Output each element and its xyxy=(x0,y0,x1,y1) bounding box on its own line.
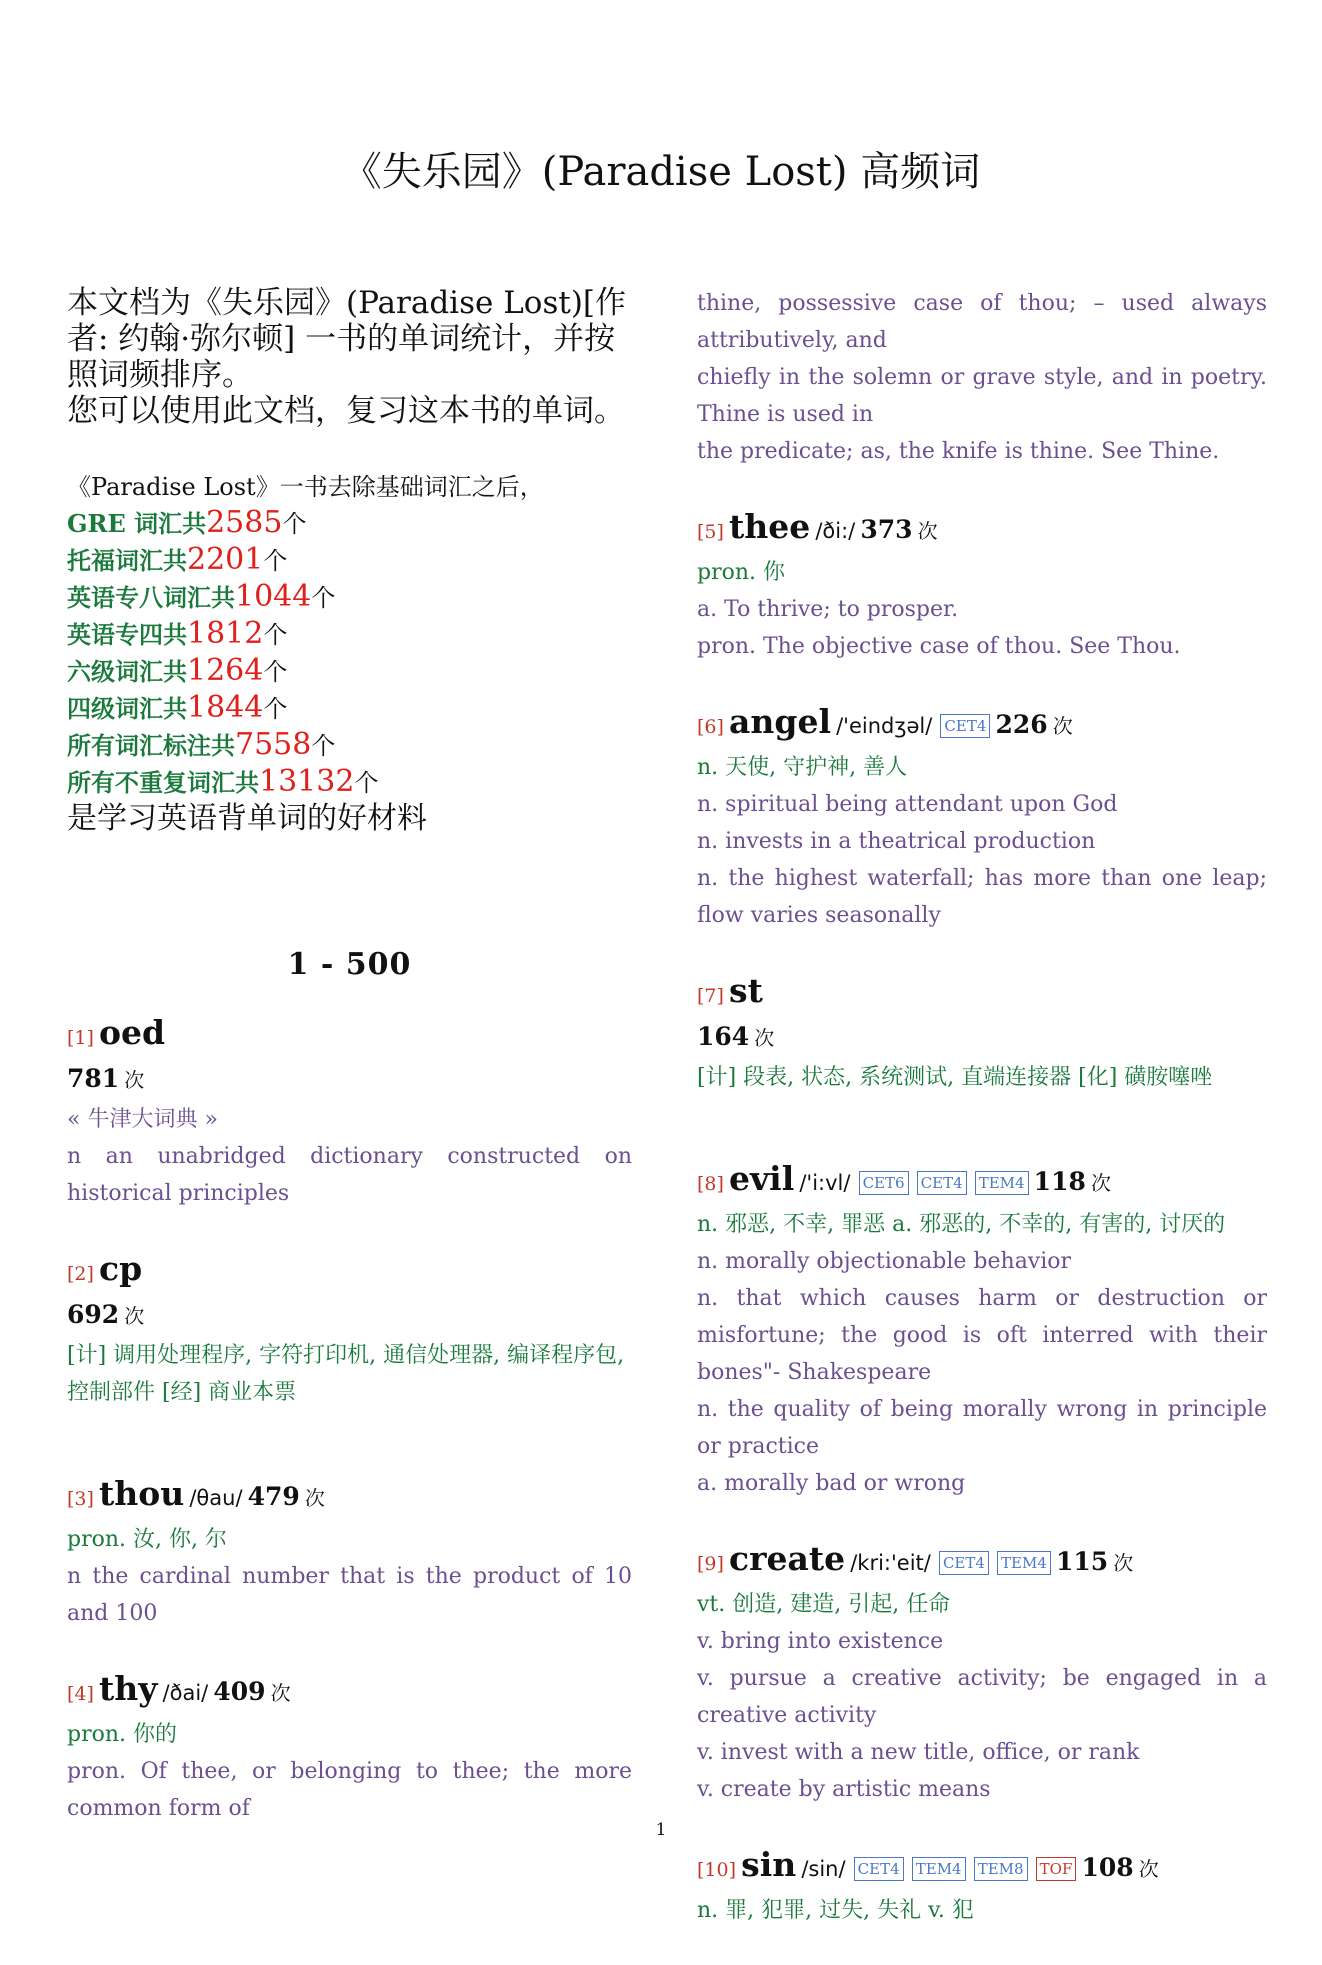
frequency-count: 409 xyxy=(213,1677,266,1706)
frequency-unit: 次 xyxy=(917,519,938,543)
frequency-count: 118 xyxy=(1033,1167,1086,1196)
stats-label: 所有不重复词汇共 xyxy=(67,768,259,797)
phonetic: /'i:vl/ xyxy=(799,1171,851,1195)
frequency-unit: 次 xyxy=(1113,1551,1134,1575)
entry-head xyxy=(67,1012,632,1060)
word-entry-thy-continued xyxy=(697,285,1267,470)
translation: pron. 你的 xyxy=(67,1722,178,1747)
entry-head xyxy=(697,701,1267,749)
level-badge: TEM4 xyxy=(997,1551,1051,1575)
entry-index: [7] xyxy=(697,985,724,1007)
frequency xyxy=(67,1296,632,1337)
definition: n. spiritual being attendant upon God xyxy=(697,792,1118,817)
stats-unit: 个 xyxy=(282,510,307,538)
definition: v. create by artistic means xyxy=(697,1777,991,1802)
frequency xyxy=(697,1018,1267,1059)
definition-continued: chiefly in the solemn or grave style, and in poetry. Thine is used in xyxy=(697,365,1267,427)
stats-block xyxy=(67,469,632,837)
headword: thou xyxy=(99,1474,185,1513)
entry-index: [4] xyxy=(67,1683,94,1705)
entry-index: [5] xyxy=(697,521,724,543)
headword: angel xyxy=(729,702,831,741)
frequency-count: 479 xyxy=(247,1482,300,1511)
stats-num: 1844 xyxy=(187,690,264,725)
definition: n. the highest waterfall; has more than one leap; flow varies seasonally xyxy=(697,866,1267,928)
entry-head xyxy=(67,1248,632,1296)
stats-unit: 个 xyxy=(354,769,379,797)
stats-head: 《Paradise Lost》一书去除基础词汇之后， xyxy=(67,473,544,501)
headword: cp xyxy=(99,1249,143,1288)
level-badge: CET4 xyxy=(917,1171,967,1195)
stats-num: 13132 xyxy=(259,764,355,799)
headword: thee xyxy=(729,507,811,546)
headword: st xyxy=(729,971,763,1010)
entry-head xyxy=(697,506,1267,554)
frequency-count: 226 xyxy=(995,710,1048,739)
stats-unit: 个 xyxy=(263,695,288,723)
definition: v. pursue a creative activity; be engaged in a creative activity xyxy=(697,1666,1267,1728)
stats-row-toefl xyxy=(67,542,632,579)
phonetic: /ði:/ xyxy=(815,519,856,543)
stats-label: 所有词汇标注共 xyxy=(67,731,235,760)
translation: n. 罪, 犯罪, 过失, 失礼 v. 犯 xyxy=(697,1898,974,1923)
definition: a. morally bad or wrong xyxy=(697,1471,966,1496)
word-entry-sin xyxy=(697,1844,1267,1929)
definition: pron. Of thee, or belonging to thee; the more common form of xyxy=(67,1759,632,1821)
headword: evil xyxy=(729,1159,795,1198)
definition: n. invests in a theatrical production xyxy=(697,829,1096,854)
stats-unit: 个 xyxy=(311,732,336,760)
entry-head xyxy=(697,1538,1267,1586)
entry-index: [10] xyxy=(697,1859,737,1881)
definition-continued: the predicate; as, the knife is thine. See Thine. xyxy=(697,439,1220,464)
word-entry-st xyxy=(697,970,1267,1096)
stats-label: 六级词汇共 xyxy=(67,657,187,686)
translation: pron. 汝, 你, 尔 xyxy=(67,1527,227,1552)
phonetic: /kri:'eit/ xyxy=(850,1551,931,1575)
entry-index: [2] xyxy=(67,1263,94,1285)
headword: sin xyxy=(741,1845,797,1884)
intro-line-1: 本文档为《失乐园》(Paradise Lost)[作者: 约翰·弥尔顿] 一书的单词统计，并按照词频排序。 xyxy=(67,285,627,393)
frequency-count: 692 xyxy=(67,1300,120,1329)
definition: v. invest with a new title, office, or rank xyxy=(697,1740,1140,1765)
frequency-unit: 次 xyxy=(270,1681,291,1705)
definition: n the cardinal number that is the product of 10 and 100 xyxy=(67,1564,632,1626)
stats-row-cet6 xyxy=(67,653,632,690)
frequency-unit: 次 xyxy=(1052,714,1073,738)
translation: [计] 段表, 状态, 系统测试, 直端连接器 [化] 磺胺噻唑 xyxy=(697,1065,1213,1090)
stats-label: 四级词汇共 xyxy=(67,694,187,723)
word-entry-thee xyxy=(697,506,1267,665)
stats-num: 1264 xyxy=(187,653,264,688)
translation: vt. 创造, 建造, 引起, 任命 xyxy=(697,1592,951,1617)
translation: n. 邪恶, 不幸, 罪恶 a. 邪恶的, 不幸的, 有害的, 讨厌的 xyxy=(697,1212,1226,1237)
translation: pron. 你 xyxy=(697,560,786,585)
stats-row-cet4 xyxy=(67,690,632,727)
definition: v. bring into existence xyxy=(697,1629,944,1654)
level-badge: CET6 xyxy=(859,1171,909,1195)
level-badge: CET4 xyxy=(939,1551,989,1575)
stats-unit: 个 xyxy=(311,584,336,612)
frequency-count: 781 xyxy=(67,1064,120,1093)
definition: « 牛津大词典 » xyxy=(67,1107,218,1132)
word-entry-create xyxy=(697,1538,1267,1808)
stats-row-all xyxy=(67,727,632,764)
definition: n. morally objectionable behavior xyxy=(697,1249,1072,1274)
entry-head xyxy=(697,1158,1267,1206)
definition: a. To thrive; to prosper. xyxy=(697,597,959,622)
level-badge: TEM8 xyxy=(974,1857,1028,1881)
range-heading: 1 - 500 xyxy=(287,947,412,982)
stats-label: 托福词汇共 xyxy=(67,546,187,575)
stats-label: GRE 词汇共 xyxy=(67,509,207,538)
stats-row-tem4 xyxy=(67,616,632,653)
entry-head xyxy=(67,1473,632,1521)
frequency xyxy=(67,1060,632,1101)
frequency-unit: 次 xyxy=(124,1068,145,1092)
intro xyxy=(67,285,632,429)
stats-num: 2585 xyxy=(206,505,283,540)
stats-num: 2201 xyxy=(187,542,264,577)
stats-num: 1044 xyxy=(235,579,312,614)
phonetic: /θau/ xyxy=(189,1486,243,1510)
definition: n an unabridged dictionary constructed on historical principles xyxy=(67,1144,632,1206)
page-title: 《失乐园》(Paradise Lost) 高频词 xyxy=(341,149,981,195)
stats-row-tem8 xyxy=(67,579,632,616)
word-entry-oed xyxy=(67,1012,632,1212)
definition-continued: thine, possessive case of thou; – used always attributively, and xyxy=(697,291,1267,353)
frequency-count: 164 xyxy=(697,1022,750,1051)
definition: n. that which causes harm or destruction or misfortune; the good is oft interred with their bones"- Shakespeare xyxy=(697,1286,1267,1385)
level-badge: TEM4 xyxy=(912,1857,966,1881)
stats-unit: 个 xyxy=(263,547,288,575)
stats-unit: 个 xyxy=(263,658,288,686)
stats-tail: 是学习英语背单词的好材料 xyxy=(67,801,427,836)
left-column xyxy=(67,285,632,1863)
translation: [计] 调用处理程序, 字符打印机, 通信处理器, 编译程序包, 控制部件 [经] 商业本票 xyxy=(67,1343,625,1405)
page-number: 1 xyxy=(655,1820,667,1840)
entry-head xyxy=(697,970,1267,1018)
stats-row-unique xyxy=(67,764,632,801)
frequency-count: 373 xyxy=(860,515,913,544)
definition: n. the quality of being morally wrong in principle or practice xyxy=(697,1397,1267,1459)
entry-index: [6] xyxy=(697,716,724,738)
entry-index: [9] xyxy=(697,1553,724,1575)
entry-head xyxy=(67,1668,632,1716)
level-badge: CET4 xyxy=(854,1857,904,1881)
word-entry-evil xyxy=(697,1158,1267,1502)
translation: n. 天使, 守护神, 善人 xyxy=(697,755,908,780)
frequency-count: 115 xyxy=(1055,1547,1109,1576)
level-badge: TEM4 xyxy=(975,1171,1029,1195)
definition: pron. The objective case of thou. See Thou. xyxy=(697,634,1181,659)
frequency-count: 108 xyxy=(1081,1853,1134,1882)
entry-head xyxy=(697,1844,1267,1892)
word-entry-cp xyxy=(67,1248,632,1411)
stats-num: 7558 xyxy=(235,727,312,762)
frequency-unit: 次 xyxy=(304,1486,325,1510)
phonetic: /'eindʒəl/ xyxy=(836,714,933,738)
level-badge: CET4 xyxy=(940,714,990,738)
word-entry-thou xyxy=(67,1473,632,1632)
headword: create xyxy=(729,1539,846,1578)
entry-index: [1] xyxy=(67,1027,94,1049)
frequency-unit: 次 xyxy=(754,1026,775,1050)
frequency-unit: 次 xyxy=(1090,1171,1111,1195)
right-column xyxy=(697,285,1267,1965)
stats-label: 英语专八词汇共 xyxy=(67,583,235,612)
frequency-unit: 次 xyxy=(124,1304,145,1328)
intro-line-2: 您可以使用此文档，复习这本书的单词。 xyxy=(67,393,625,429)
headword: oed xyxy=(99,1013,166,1052)
stats-row-gre xyxy=(67,505,632,542)
level-badge-toefl: TOF xyxy=(1036,1857,1077,1881)
word-entry-angel xyxy=(697,701,1267,934)
phonetic: /ðai/ xyxy=(162,1681,209,1705)
stats-num: 1812 xyxy=(187,616,264,651)
frequency-unit: 次 xyxy=(1138,1857,1159,1881)
word-entry-thy xyxy=(67,1668,632,1827)
phonetic: /sin/ xyxy=(801,1857,846,1881)
entry-index: [3] xyxy=(67,1488,94,1510)
headword: thy xyxy=(99,1669,158,1708)
stats-label: 英语专四共 xyxy=(67,620,187,649)
stats-unit: 个 xyxy=(263,621,288,649)
entry-index: [8] xyxy=(697,1173,724,1195)
